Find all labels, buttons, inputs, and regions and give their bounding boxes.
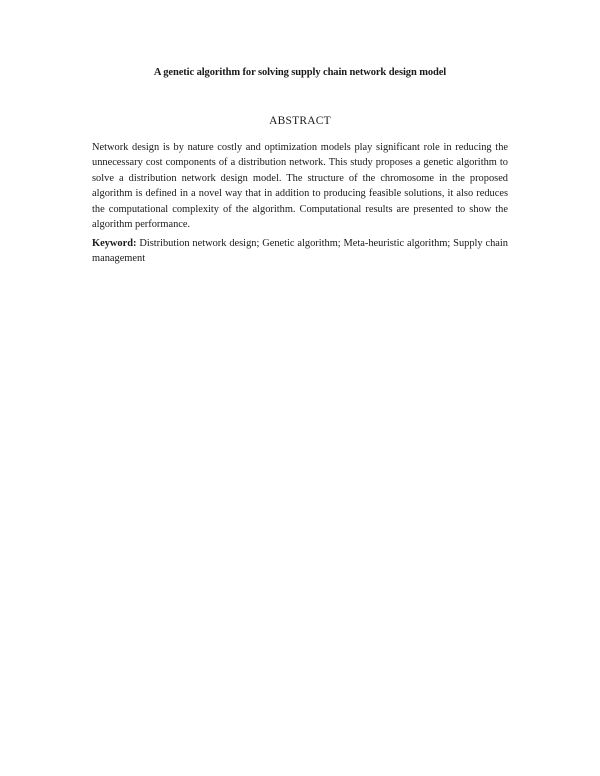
- keywords-list: Distribution network design; Genetic algorithm; Meta-heuristic algorithm; Supply chain management: [92, 238, 508, 265]
- keywords-label: Keyword:: [92, 238, 137, 249]
- abstract-text: Network design is by nature costly and optimization models play significant role in reducing the unnecessary cost components of a distribution network. This study proposes a genetic algorithm to solve a distribution network design model. The structure of the chromosome in the proposed algorithm is defined in a novel way that in addition to producing feasible solutions, it also reduces the computational complexity of the algorithm. Computational results are presented to show the algorithm performance.: [92, 142, 508, 231]
- paper-title: A genetic algorithm for solving supply chain network design model: [153, 67, 447, 78]
- keywords-paragraph: [92, 236, 508, 267]
- abstract-heading: ABSTRACT: [269, 115, 331, 127]
